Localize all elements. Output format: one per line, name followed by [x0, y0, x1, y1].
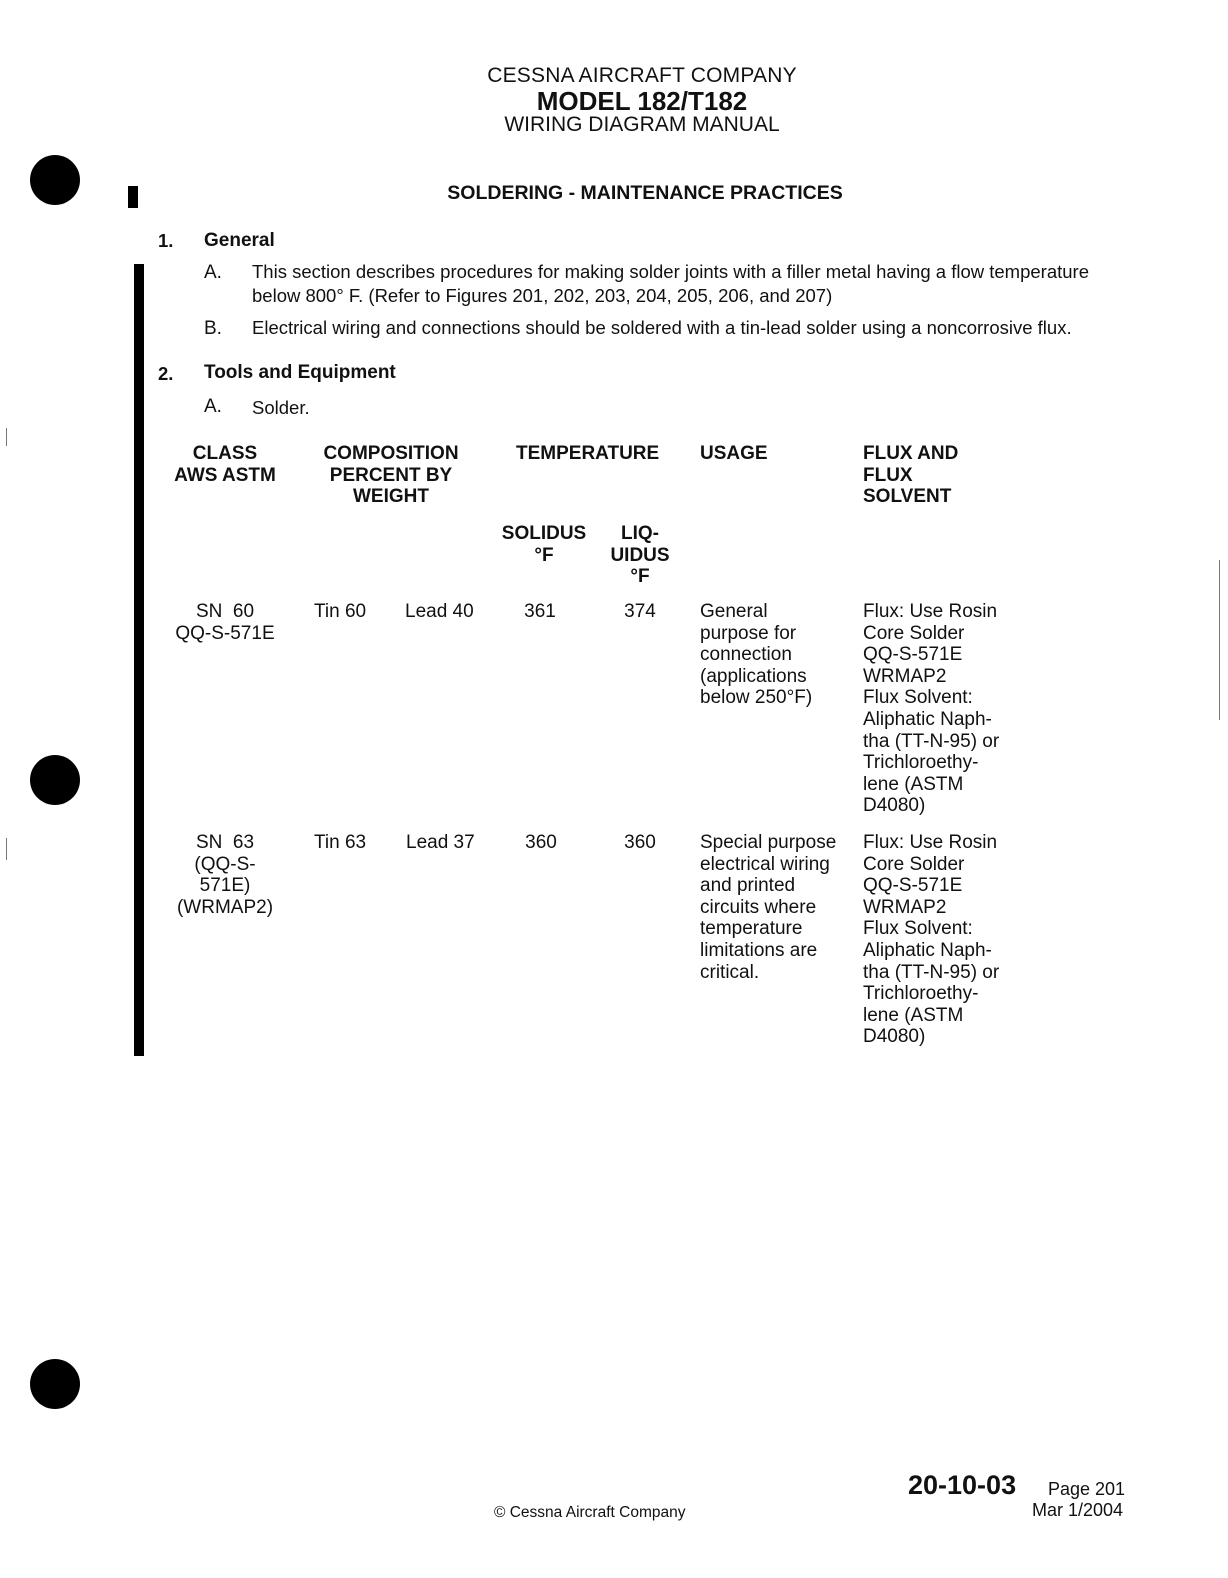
- paragraph-letter: B.: [204, 318, 222, 339]
- model-title: MODEL 182/T182: [536, 86, 748, 116]
- revision-date: Mar 1/2004: [1032, 1500, 1124, 1520]
- table-row-1-flux: Flux: Use Rosin Core Solder QQ-S-571E WRMAP2 Flux Solvent: Aliphatic Naph- tha (TT-N-95) or Trichloroethy- lene (ASTM D4080): [863, 601, 1000, 817]
- binder-hole-middle: [30, 755, 80, 805]
- paragraph-letter: A.: [204, 396, 222, 417]
- edge-mark: [6, 428, 7, 446]
- table-row-2-solidus: 360: [525, 832, 557, 853]
- binder-hole-bottom: [30, 1359, 80, 1409]
- copyright-notice: © Cessna Aircraft Company: [494, 1504, 686, 1521]
- table-row-2-flux: Flux: Use Rosin Core Solder QQ-S-571E WRMAP2 Flux Solvent: Aliphatic Naph- tha (TT-N-95) or Trichloroethy- lene (ASTM D4080): [863, 832, 1000, 1048]
- section-heading: Tools and Equipment: [204, 362, 396, 383]
- col-header-temperature: TEMPERATURE: [516, 443, 660, 464]
- table-row-1-lead: Lead 40: [405, 601, 474, 622]
- col-header-class: CLASS AWS ASTM: [174, 443, 276, 486]
- table-row-2-liquidus: 360: [624, 832, 656, 853]
- section-number: 2.: [158, 363, 174, 384]
- table-row-2-lead: Lead 37: [406, 832, 475, 853]
- table-row-1-class: SN 60 QQ-S-571E: [175, 601, 275, 644]
- edge-mark: [6, 838, 7, 860]
- document-code: 20-10-03: [908, 1470, 1017, 1500]
- section-heading: General: [204, 230, 275, 251]
- col-header-solidus: SOLIDUS °F: [501, 523, 587, 566]
- paragraph-text: Solder.: [252, 397, 310, 418]
- company-name: CESSNA AIRCRAFT COMPANY: [487, 64, 797, 87]
- col-header-flux: FLUX AND FLUX SOLVENT: [863, 443, 959, 507]
- table-row-1-solidus: 361: [524, 601, 556, 622]
- col-header-composition: COMPOSITION PERCENT BY WEIGHT: [323, 443, 459, 507]
- manual-title: WIRING DIAGRAM MANUAL: [504, 113, 780, 136]
- col-header-liquidus: LIQ- UIDUS °F: [610, 523, 670, 587]
- section-number: 1.: [158, 230, 174, 251]
- paragraph-text: below 800° F. (Refer to Figures 201, 202, 203, 204, 205, 206, and 207): [252, 285, 833, 306]
- section-title: SOLDERING - MAINTENANCE PRACTICES: [447, 182, 843, 204]
- table-row-1-tin: Tin 60: [314, 601, 367, 622]
- table-row-1-liquidus: 374: [624, 601, 656, 622]
- table-row-2-tin: Tin 63: [314, 832, 367, 853]
- page-number: Page 201: [1048, 1479, 1126, 1499]
- col-header-usage: USAGE: [700, 443, 768, 464]
- table-row-2-usage: Special purpose electrical wiring and printed circuits where temperature limitations are critical.: [700, 832, 837, 983]
- paragraph-text: Electrical wiring and connections should be soldered with a tin-lead solder using a noncorrosive flux.: [252, 317, 1072, 338]
- paragraph-text: This section describes procedures for making solder joints with a filler metal having a flow temperature: [252, 261, 1089, 282]
- table-row-2-class: SN 63 (QQ-S- 571E) (WRMAP2): [176, 832, 274, 918]
- revision-bar: [134, 264, 144, 1056]
- edge-mark: [1219, 560, 1220, 720]
- paragraph-letter: A.: [204, 262, 222, 283]
- table-row-1-usage: General purpose for connection (applications below 250°F): [700, 601, 813, 709]
